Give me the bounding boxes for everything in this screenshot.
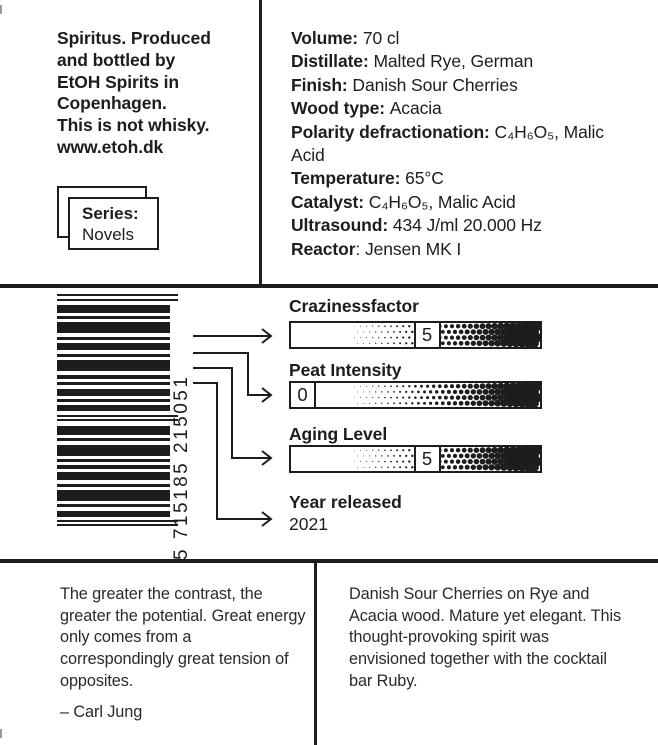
barcode-bar (57, 438, 170, 441)
barcode-bar (57, 504, 170, 507)
barcode-bar (57, 316, 170, 319)
spec-row-ultrasound (291, 214, 641, 237)
barcode-bar (57, 299, 178, 301)
barcode-number: 5 715185 215051 (171, 374, 192, 560)
meter-marker: 0 (289, 381, 316, 409)
barcode-bar (57, 354, 170, 357)
spec-row-volume (291, 27, 641, 50)
brand-intro (57, 28, 267, 159)
tasting-note-text: Danish Sour Cherries on Rye and Acacia wood. Mature yet elegant. This thought-provoking spirit was envisioned together with the cocktail bar Ruby. (349, 585, 622, 690)
barcode-bar (57, 445, 170, 456)
arrow-to-aging-level (193, 368, 270, 458)
quote-carl-jung (60, 584, 306, 723)
spec-row-wood-type (291, 97, 641, 120)
divider-horizontal-2 (0, 559, 658, 563)
spec-row-polarity (291, 121, 641, 168)
barcode-bar (57, 520, 178, 522)
spec-row-distillate (291, 50, 641, 73)
spec-label: Catalyst: (291, 191, 369, 212)
barcode-bar (57, 382, 170, 385)
barcode-bar (57, 322, 170, 333)
meter-title-peat-intensity: Peat Intensity (289, 360, 402, 380)
spec-label: Finish: (291, 74, 353, 95)
barcode-bar (57, 426, 170, 435)
meter-marker: 5 (414, 321, 441, 349)
barcode-bar (57, 465, 170, 469)
crop-mark-top (0, 5, 2, 14)
halftone-gradient (291, 383, 540, 407)
barcode-bar (57, 490, 170, 501)
barcode-bar (57, 415, 178, 417)
barcode-bar (57, 360, 170, 371)
barcode-bar (57, 405, 170, 411)
intro-line: Copenhagen. (57, 93, 167, 114)
barcode-bar (57, 343, 170, 350)
intro-line: This is not whisky. (57, 115, 210, 136)
year-released-value: 2021 (289, 514, 328, 534)
spec-label: Polarity defractionation: (291, 121, 495, 142)
spec-value: 65°C (405, 168, 444, 189)
series-value: Novels (82, 224, 134, 244)
meter-aging-level (289, 445, 542, 473)
barcode-bar (57, 294, 178, 296)
arrow-connectors (185, 325, 285, 535)
quote-text: The greater the contrast, the greater the potential. Great energy only comes from a correspondingly great tension of opposites. (60, 585, 306, 690)
spec-label: Temperature: (291, 168, 406, 189)
tasting-note (349, 584, 625, 693)
spec-value: : Jensen MK I (355, 238, 462, 259)
barcode-bar (57, 375, 170, 379)
series-box (68, 197, 159, 250)
spec-row-catalyst (291, 191, 641, 214)
spec-label: Distillate: (291, 51, 374, 72)
meter-marker: 5 (414, 445, 441, 473)
spec-label: Reactor (291, 238, 356, 259)
divider-vertical-bottom (314, 563, 317, 745)
spec-value: C₄H₆O₅, Malic Acid (291, 121, 604, 166)
spec-value: 434 J/ml 20.000 Hz (392, 215, 542, 236)
intro-line: and bottled by (57, 49, 176, 70)
meter-peat-intensity (289, 381, 542, 409)
spec-value: 70 cl (362, 28, 400, 48)
spec-row-finish (291, 74, 641, 97)
barcode-bar (57, 524, 178, 526)
spec-value: Malted Rye, German (373, 51, 534, 72)
barcode-bar (57, 511, 170, 517)
quote-attribution: – Carl Jung (60, 702, 143, 721)
crop-mark-bottom (0, 729, 2, 738)
meter-title-aging-level: Aging Level (289, 424, 388, 444)
barcode-bar (57, 399, 170, 402)
barcode-bar (57, 459, 170, 462)
spec-value: Danish Sour Cherries (352, 74, 518, 95)
barcode-bar (57, 472, 170, 480)
spec-label: Ultrasound: (291, 215, 393, 236)
intro-line: Spiritus. Produced (57, 28, 211, 48)
website-url: www.etoh.dk (57, 136, 164, 157)
barcode-bar (57, 305, 170, 313)
spec-label: Wood type: (291, 98, 390, 119)
barcode-bar (57, 389, 170, 396)
barcode-bar (57, 337, 170, 340)
spec-list (291, 27, 641, 261)
spec-value: C₄H₆O₅, Malic Acid (368, 191, 516, 212)
series-label: Series: (82, 204, 139, 223)
meter-crazinessfactor (289, 321, 542, 349)
spec-row-reactor (291, 238, 641, 261)
divider-horizontal-1 (0, 284, 658, 288)
year-released-label: Year released (289, 492, 402, 512)
spec-value: Acacia (389, 98, 442, 119)
spec-row-temperature (291, 167, 641, 190)
barcode (57, 294, 179, 526)
barcode-bar (57, 419, 178, 421)
meter-title-crazinessfactor: Crazinessfactor (289, 296, 419, 316)
spec-label: Volume: (291, 28, 363, 48)
barcode-bar (57, 484, 170, 487)
intro-line: EtOH Spirits in (57, 71, 179, 92)
